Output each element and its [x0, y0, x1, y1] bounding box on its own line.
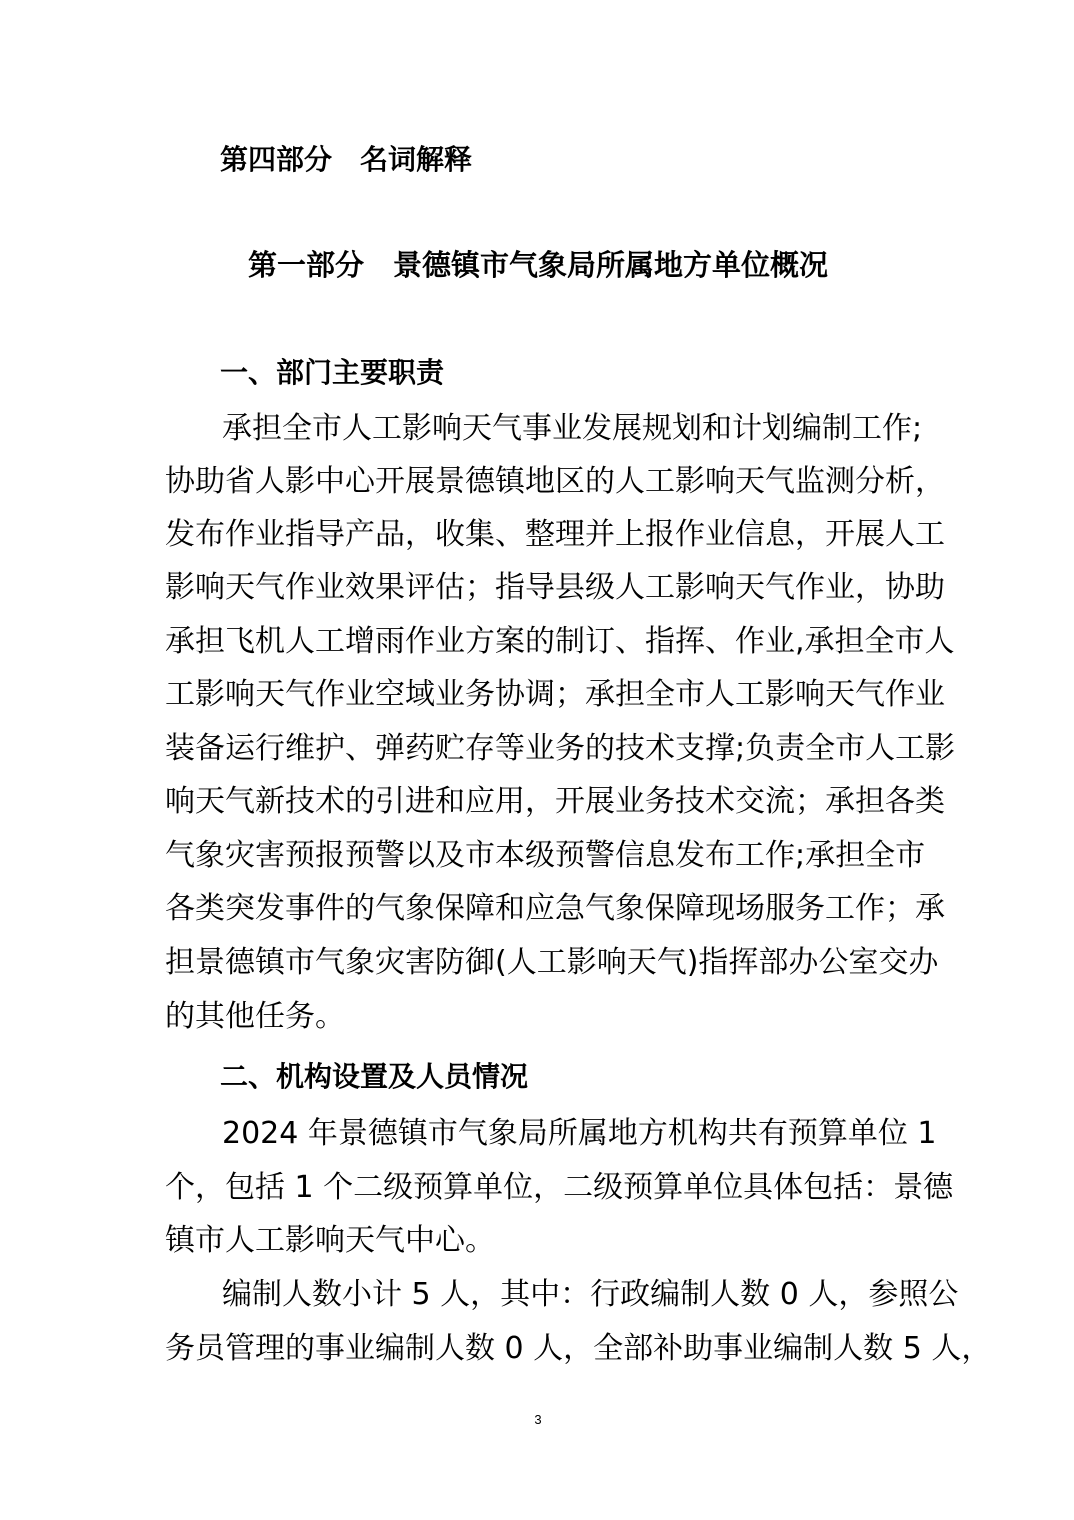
part-title: 第一部分 景德镇市气象局所属地方单位概况 [248, 248, 829, 282]
paragraph-line: 响天气新技术的引进和应用，开展业务技术交流；承担各类 [165, 784, 945, 819]
paragraph-line: 装备运行维护、弹药贮存等业务的技术支撑;负责全市人工影 [165, 731, 956, 766]
toc-item: 第四部分 名词解释 [220, 143, 473, 176]
paragraph-line: 个，包括 1 个二级预算单位，二级预算单位具体包括：景德 [165, 1170, 954, 1205]
paragraph-line: 承担全市人工影响天气事业发展规划和计划编制工作; [222, 411, 923, 446]
paragraph-line: 务员管理的事业编制人数 0 人，全部补助事业编制人数 5 人， [165, 1331, 992, 1366]
section-heading-organization: 二、机构设置及人员情况 [220, 1060, 529, 1093]
paragraph-line: 2024 年景德镇市气象局所属地方机构共有预算单位 1 [222, 1116, 937, 1151]
paragraph-line: 镇市人工影响天气中心。 [165, 1223, 495, 1258]
paragraph-line: 的其他任务。 [165, 999, 345, 1034]
paragraph-line: 影响天气作业效果评估；指导县级人工影响天气作业，协助 [165, 570, 945, 605]
paragraph-line: 编制人数小计 5 人，其中：行政编制人数 0 人，参照公 [222, 1277, 959, 1312]
paragraph-line: 协助省人影中心开展景德镇地区的人工影响天气监测分析， [165, 464, 945, 499]
section-heading-duties: 一、部门主要职责 [220, 356, 445, 389]
paragraph-line: 工影响天气作业空域业务协调；承担全市人工影响天气作业 [165, 677, 945, 712]
page-number: 3 [534, 1412, 542, 1427]
paragraph-line: 承担飞机人工增雨作业方案的制订、指挥、作业,承担全市人 [165, 624, 955, 659]
paragraph-line: 发布作业指导产品，收集、整理并上报作业信息，开展人工 [165, 517, 945, 552]
paragraph-line: 气象灾害预报预警以及市本级预警信息发布工作;承担全市 [165, 838, 926, 873]
paragraph-line: 担景德镇市气象灾害防御(人工影响天气)指挥部办公室交办 [165, 945, 939, 980]
paragraph-line: 各类突发事件的气象保障和应急气象保障现场服务工作；承 [165, 891, 945, 926]
